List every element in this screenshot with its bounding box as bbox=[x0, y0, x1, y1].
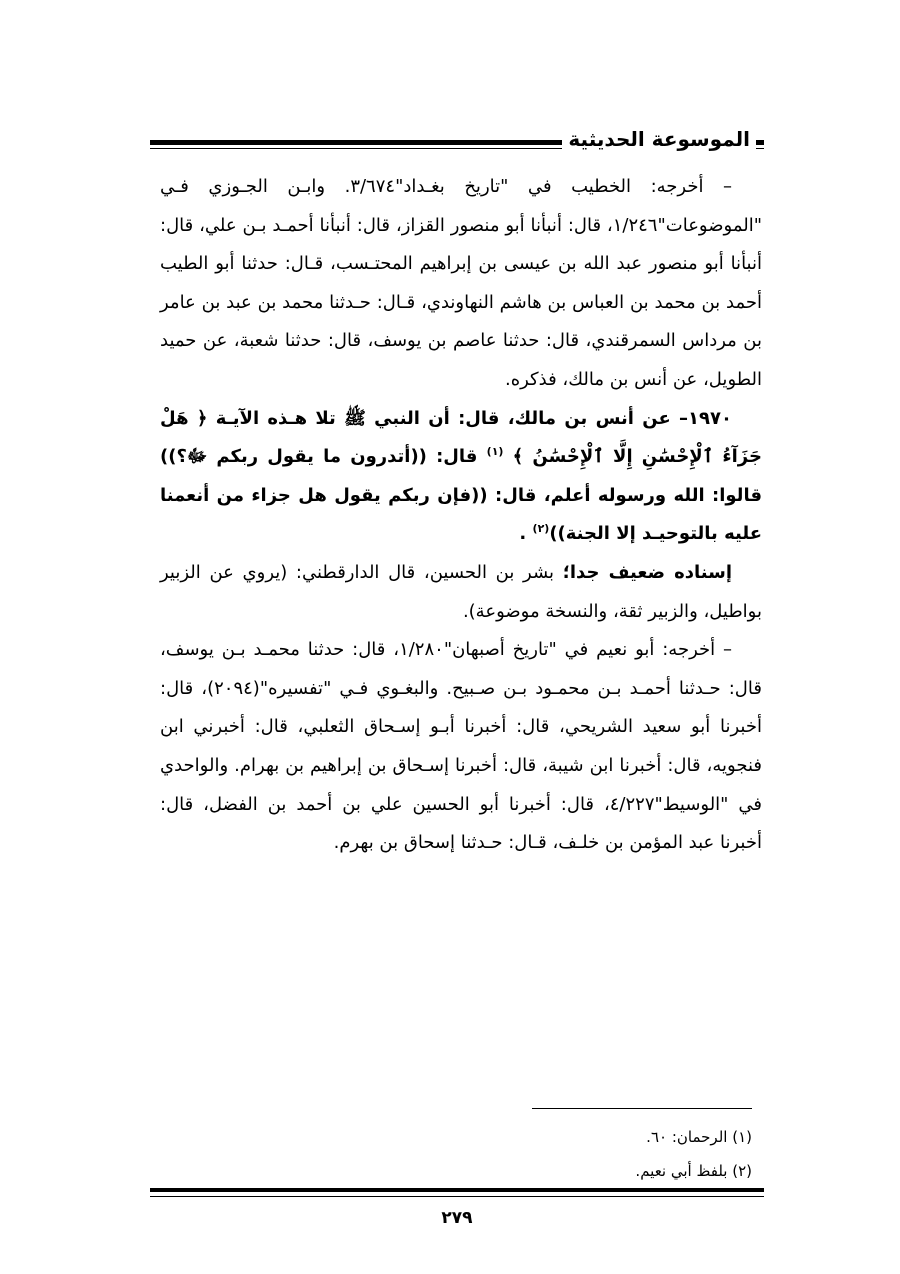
hadith-tail: . bbox=[519, 523, 533, 545]
hadith-continuation: قال: ((أتدرون ما يقول ربكم ﷻ؟)) قالوا: الله ورسوله أعلم، قال: ((فإن ربكم يقول هل جزاء من أنعمنا عليه بالتوحيـد إلا الجنة)) bbox=[160, 446, 762, 545]
footnote-ref-1[interactable]: (١) bbox=[486, 445, 504, 459]
footer-rule-thin bbox=[150, 1196, 764, 1197]
hadith-text bbox=[160, 400, 762, 554]
footer-rule bbox=[150, 1188, 764, 1192]
grading-label: إسناده ضعيف جدا؛ bbox=[562, 561, 733, 583]
running-header bbox=[150, 121, 764, 157]
footnote-1: (١) الرحمان: ٦٠. bbox=[646, 1128, 752, 1146]
document-page bbox=[150, 0, 764, 1274]
page-number: ٢٧٩ bbox=[441, 1208, 473, 1228]
paragraph-grading bbox=[160, 554, 762, 631]
verse-close-bracket: ﴾ bbox=[512, 446, 524, 468]
header-title: الموسوعة الحديثية bbox=[562, 121, 756, 157]
hadith-opening: ١٩٧٠– عن أنس بن مالك، قال: أن النبي ﷺ تلا هـذه الآيـة bbox=[215, 407, 732, 429]
paragraph-takhrij-1: – أخرجه: الخطيب في "تاريخ بغـداد"٣/٦٧٤. وابـن الجـوزي فـي "الموضوعات"١/٢٤٦، قال: أنبأنا أبو منصور القزاز، قال: أنبأنا أحمـد بـن علي، قال: أنبأنا أبو منصور عبد الله بن عيسى بن إبراهيم المحتـسب، قـال: حدثنا أبو الطيب أحمد بن محمد بن العباس بن هاشم النهاوندي، قـال: حـدثنا محمد بن عبد بن عامر بن مرداس السمرقندي، قال: حدثنا عاصم بن يوسف، قال: حدثنا شعبة، عن حميد الطويل، عن أنس بن مالك، فذكره. bbox=[160, 176, 762, 390]
footnote-2: (٢) بلفظ أبي نعيم. bbox=[635, 1162, 752, 1180]
paragraph-takhrij-2: – أخرجه: أبو نعيم في "تاريخ أصبهان"١/٢٨٠، قال: حدثنا محمـد بـن يوسف، قال: حـدثنا أحمـد بـن محمـود بـن صـبيح. والبغـوي فـي "تفسيره"(٢٠٩٤)، قال: أخبرنا أبو سعيد الشريحي، قال: أخبرنا أبـو إسـحاق الثعلبي، قال: أخبرني ابن فنجويه، قال: أخبرنا ابن شيبة، قال: أخبرنا إسـحاق بن إبراهيم بن بهرام. والواحدي في "الوسيط"٤/٢٢٧، قال: أخبرنا أبو الحسين علي بن أحمد بن الفضل، قال: أخبرنا عبد المؤمن بن خلـف، قـال: حـدثنا إسحاق بن بهرم. bbox=[160, 639, 762, 854]
footnotes bbox=[152, 1120, 752, 1188]
footnote-ref-2[interactable]: (٢) bbox=[532, 522, 550, 536]
page-body bbox=[160, 168, 762, 863]
verse-open-bracket: ﴿ bbox=[196, 407, 208, 429]
quran-verse: هَلْ جَزَآءُ ٱلْإِحْسَٰنِ إِلَّا ٱلْإِحْسَٰنُ bbox=[160, 407, 762, 468]
grading-text: بشر بن الحسين، قال الدارقطني: (يروي عن الزبير بواطيل، والزبير ثقة، والنسخة موضوعة). bbox=[160, 561, 762, 622]
footnote-separator bbox=[532, 1108, 752, 1109]
